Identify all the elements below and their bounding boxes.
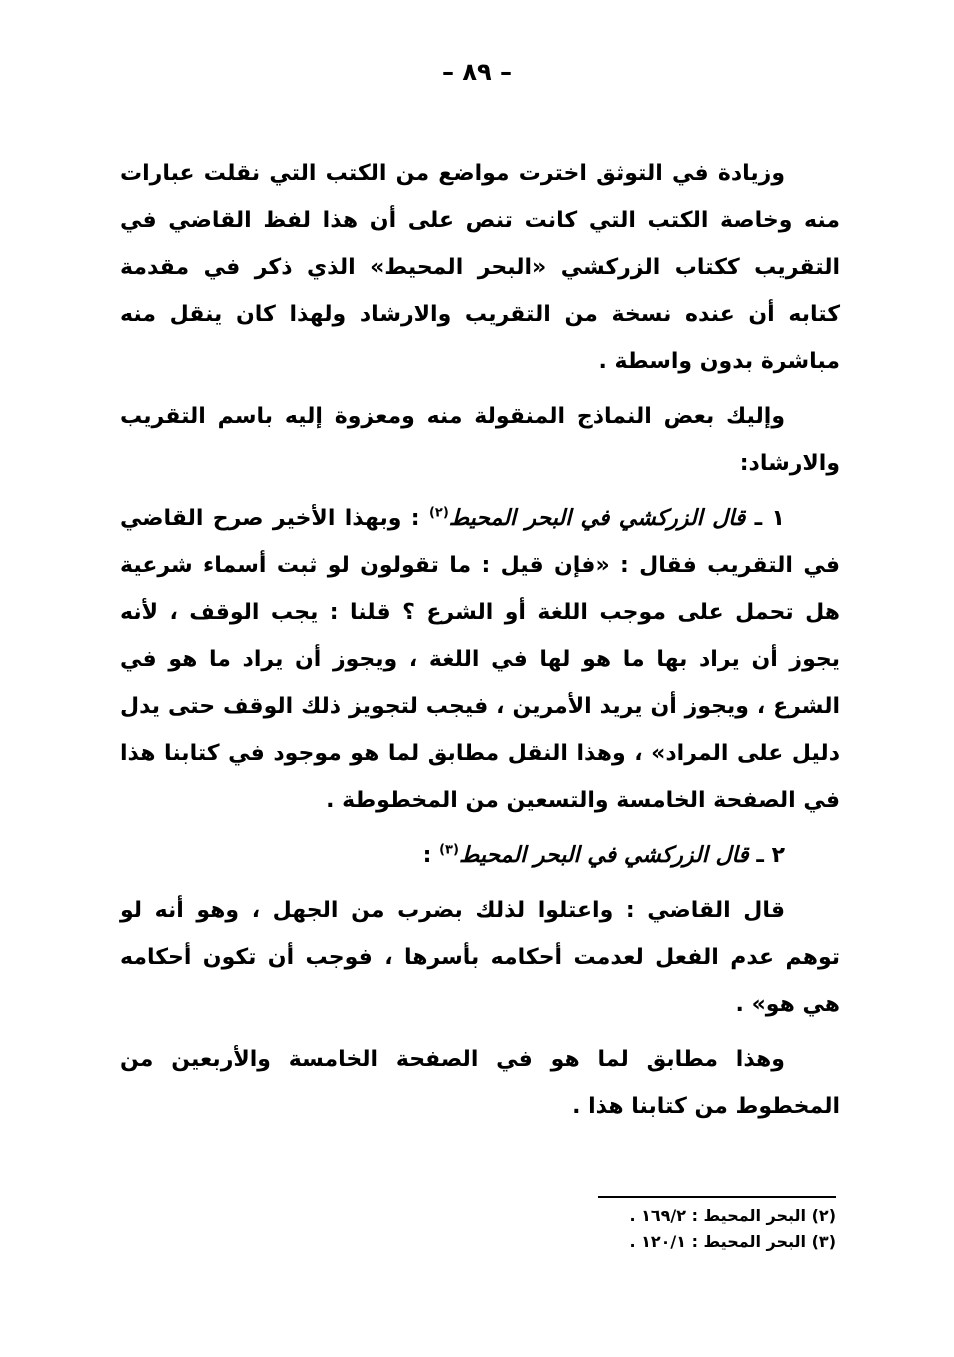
example-2-number: ٢ ـ [756, 843, 785, 868]
example-2-quote: قال القاضي : واعتلوا لذلك بضرب من الجهل ، وهو أنه لو توهم عدم الفعل لعدمت أحكامه بأسرها ، فوجب أن تكون أحكامه هي هو» . [120, 898, 840, 1017]
footnote-2: (٢) البحر المحيط : ١٦٩/٢ . [629, 1206, 836, 1225]
footnotes [500, 1203, 836, 1255]
example-2-closing: وهذا مطابق لما هو في الصفحة الخامسة والأربعين من المخطوط من كتابنا هذا . [120, 1047, 840, 1119]
footnote-divider [598, 1196, 836, 1198]
example-2-heading: قال الزركشي في البحر المحيط [458, 843, 749, 868]
example-1-heading: قال الزركشي في البحر المحيط [448, 506, 746, 531]
footnote-3: (٣) البحر المحيط : ١٢٠/١ . [629, 1232, 836, 1251]
footnote-ref-3[interactable]: (٣) [439, 842, 459, 858]
example-2 [120, 832, 840, 879]
example-1-text: : وبهذا الأخير صرح القاضي في التقريب فقال : «فإن قيل : ما تقولون لو ثبت أسماء شرعية هل تحمل على موجب اللغة أو الشرع ؟ قلنا : يجب الوقف ، لأنه يجوز أن يراد بها ما هو لها في اللغة ، ويجوز أن يراد ما هو في الشرع ، ويجوز أن يريد الأمرين ، فيجب لتجويز ذلك الوقف حتى يدل دليل على المراد» ، وهذا النقل مطابق لما هو موجود في كتابنا هذا في الصفحة الخامسة والتسعين من المخطوطة . [120, 506, 840, 813]
footnote-ref-2[interactable]: (٢) [428, 505, 449, 521]
paragraph-intro: وزيادة في التوثق اخترت مواضع من الكتب التي نقلت عبارات منه وخاصة الكتب التي كانت تنص على أن هذا لفظ القاضي في التقريب ككتاب الزركشي «البحر المحيط» الذي ذكر في مقدمة كتابه أن عنده نسخة من التقريب والارشاد ولهذا كان ينقل منه مباشرة بدون واسطة . [120, 161, 840, 374]
page-number: – ٨٩ – [441, 58, 512, 86]
paragraph-examples-lead: وإليك بعض النماذج المنقولة منه ومعزوة إليه باسم التقريب والارشاد: [120, 404, 840, 476]
example-2-colon: : [422, 843, 432, 868]
main-text [120, 150, 840, 1138]
example-1-number: ١ ـ [754, 506, 785, 531]
example-1 [120, 495, 840, 824]
